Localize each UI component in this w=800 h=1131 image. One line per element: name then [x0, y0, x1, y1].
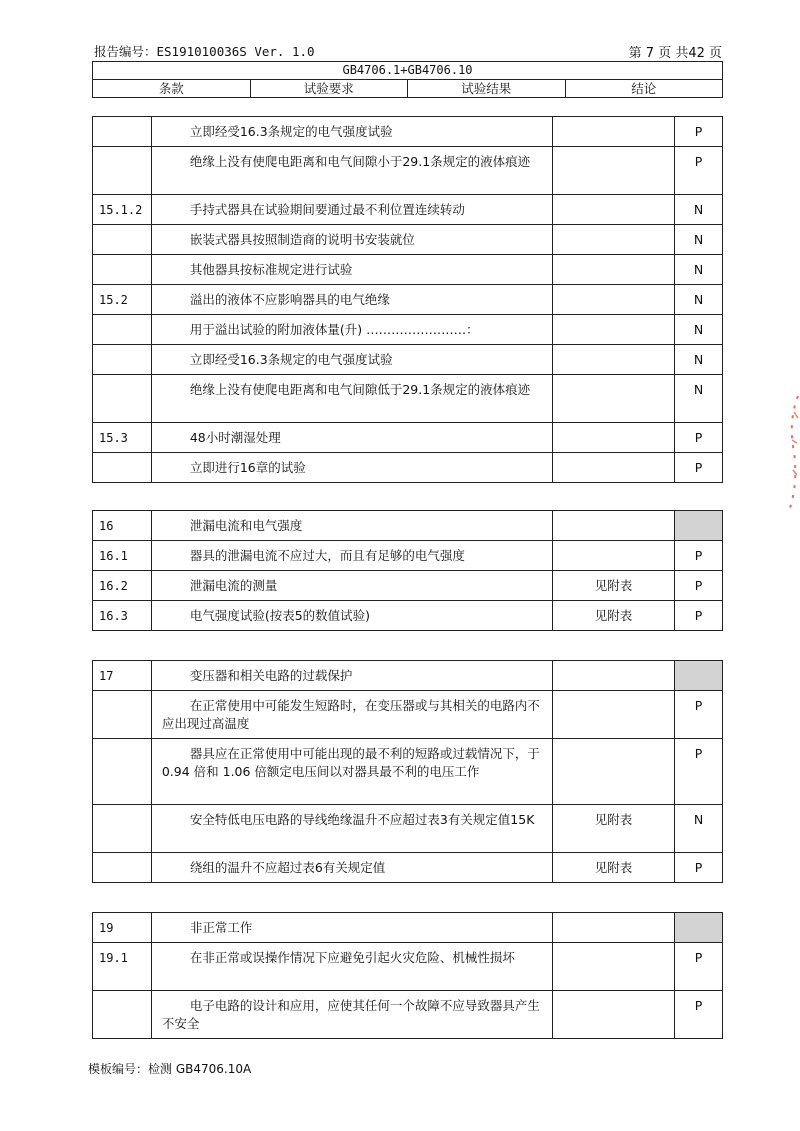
clause-cell [93, 453, 152, 483]
clause-cell: 16.3 [93, 601, 152, 631]
table-row [93, 913, 723, 943]
verdict-cell: P [675, 691, 723, 739]
verdict-cell: P [675, 571, 723, 601]
verdict-cell: N [675, 805, 723, 853]
requirement-cell: 在非正常或误操作情况下应避免引起火灾危险、机械性损坏 [151, 943, 552, 991]
template-number: 模板编号：检测 GB4706.10A [88, 1062, 252, 1076]
table-row [93, 805, 723, 853]
clause-cell [93, 739, 152, 805]
clause-cell [93, 853, 152, 883]
page-header [94, 42, 722, 60]
result-cell: 见附表 [552, 853, 674, 883]
requirement-cell: 绝缘上没有使爬电距离和电气间隙小于29.1条规定的液体痕迹 [151, 147, 552, 195]
result-cell [552, 423, 674, 453]
table-row [93, 453, 723, 483]
table-row [93, 511, 723, 541]
result-cell [552, 255, 674, 285]
verdict-cell [675, 511, 723, 541]
requirement-cell: 泄漏电流的测量 [151, 571, 552, 601]
result-cell [552, 913, 674, 943]
table-row [93, 147, 723, 195]
table-row [93, 195, 723, 225]
table-row [93, 285, 723, 315]
result-cell [552, 147, 674, 195]
result-cell [552, 285, 674, 315]
requirement-cell: 器具的泄漏电流不应过大，而且有足够的电气强度 [151, 541, 552, 571]
verdict-cell: N [675, 315, 723, 345]
result-cell [552, 991, 674, 1039]
result-cell [552, 691, 674, 739]
requirement-cell: 其他器具按标准规定进行试验 [151, 255, 552, 285]
clause-cell [93, 147, 152, 195]
table-row [93, 255, 723, 285]
verdict-cell [675, 913, 723, 943]
requirement-cell: 立即经受16.3条规定的电气强度试验 [151, 345, 552, 375]
clause-cell: 17 [93, 661, 152, 691]
requirement-cell: 立即进行16章的试验 [151, 453, 552, 483]
table-row [93, 571, 723, 601]
requirement-cell: 器具应在正常使用中可能出现的最不利的短路或过载情况下，于 0.94 倍和 1.06 倍额定电压间以对器具最不利的电压工作 [151, 739, 552, 805]
clause-cell [93, 991, 152, 1039]
standard-title: GB4706.1+GB4706.10 [93, 62, 723, 80]
requirement-cell: 手持式器具在试验期间要通过最不利位置连续转动 [151, 195, 552, 225]
result-cell [552, 661, 674, 691]
result-cell [552, 541, 674, 571]
verdict-cell: P [675, 117, 723, 147]
table-row [93, 691, 723, 739]
table-row [93, 661, 723, 691]
requirement-cell: 在正常使用中可能发生短路时，在变压器或与其相关的电路内不应出现过高温度 [151, 691, 552, 739]
requirement-cell: 溢出的液体不应影响器具的电气绝缘 [151, 285, 552, 315]
clause-cell [93, 375, 152, 423]
verdict-cell: P [675, 541, 723, 571]
clause-cell: 15.1.2 [93, 195, 152, 225]
table-row [93, 601, 723, 631]
verdict-cell: N [675, 285, 723, 315]
clause-cell [93, 255, 152, 285]
result-cell [552, 739, 674, 805]
result-cell [552, 511, 674, 541]
requirement-cell: 用于溢出试验的附加液体量(升) ……………………： [151, 315, 552, 345]
result-cell: 见附表 [552, 571, 674, 601]
clause-cell: 16 [93, 511, 152, 541]
clause-cell [93, 345, 152, 375]
section-title-cell: 变压器和相关电路的过载保护 [151, 661, 552, 691]
verdict-cell: P [675, 853, 723, 883]
verdict-cell: P [675, 943, 723, 991]
section-title-cell: 非正常工作 [151, 913, 552, 943]
result-cell: 见附表 [552, 601, 674, 631]
report-number: 报告编号：ES191010036S Ver. 1.0 [94, 44, 315, 59]
verdict-cell: N [675, 255, 723, 285]
seal-stamp-fragment [784, 392, 800, 510]
table-row [93, 943, 723, 991]
result-cell [552, 117, 674, 147]
table-row [93, 375, 723, 423]
col-clause-header: 条款 [93, 80, 251, 98]
column-header-table [92, 61, 723, 98]
result-cell [552, 195, 674, 225]
verdict-cell: N [675, 375, 723, 423]
result-cell [552, 943, 674, 991]
clause-cell: 15.3 [93, 423, 152, 453]
clause-cell: 19 [93, 913, 152, 943]
page-number: 第 7 页 共42 页 [628, 45, 722, 61]
verdict-cell: N [675, 345, 723, 375]
result-cell [552, 345, 674, 375]
clause-cell [93, 805, 152, 853]
clause-cell: 16.1 [93, 541, 152, 571]
verdict-cell: P [675, 739, 723, 805]
section-title-cell: 泄漏电流和电气强度 [151, 511, 552, 541]
result-cell: 见附表 [552, 805, 674, 853]
section-15-table [92, 116, 723, 483]
table-row [93, 541, 723, 571]
table-row [93, 739, 723, 805]
table-row [93, 991, 723, 1039]
clause-cell [93, 225, 152, 255]
clause-cell [93, 117, 152, 147]
result-cell [552, 375, 674, 423]
table-row [93, 853, 723, 883]
verdict-cell: N [675, 195, 723, 225]
section-17-table [92, 660, 723, 883]
verdict-cell: P [675, 991, 723, 1039]
col-verdict-header: 结论 [565, 80, 723, 98]
col-result-header: 试验结果 [408, 80, 566, 98]
table-row [93, 345, 723, 375]
requirement-cell: 电子电路的设计和应用，应使其任何一个故障不应导致器具产生不安全 [151, 991, 552, 1039]
col-requirement-header: 试验要求 [250, 80, 408, 98]
requirement-cell: 绕组的温升不应超过表6有关规定值 [151, 853, 552, 883]
table-row [93, 423, 723, 453]
clause-cell: 16.2 [93, 571, 152, 601]
requirement-cell: 立即经受16.3条规定的电气强度试验 [151, 117, 552, 147]
clause-cell [93, 691, 152, 739]
requirement-cell: 绝缘上没有使爬电距离和电气间隙低于29.1条规定的液体痕迹 [151, 375, 552, 423]
result-cell [552, 453, 674, 483]
table-row [93, 225, 723, 255]
verdict-cell: P [675, 423, 723, 453]
section-19-table [92, 912, 723, 1039]
verdict-cell: N [675, 225, 723, 255]
clause-cell [93, 315, 152, 345]
section-16-table [92, 510, 723, 631]
verdict-cell: P [675, 147, 723, 195]
verdict-cell: P [675, 453, 723, 483]
result-cell [552, 315, 674, 345]
requirement-cell: 电气强度试验(按表5的数值试验) [151, 601, 552, 631]
requirement-cell: 嵌装式器具按照制造商的说明书安装就位 [151, 225, 552, 255]
verdict-cell [675, 661, 723, 691]
verdict-cell: P [675, 601, 723, 631]
clause-cell: 19.1 [93, 943, 152, 991]
result-cell [552, 225, 674, 255]
requirement-cell: 48小时潮湿处理 [151, 423, 552, 453]
clause-cell: 15.2 [93, 285, 152, 315]
table-row [93, 315, 723, 345]
table-row [93, 117, 723, 147]
requirement-cell: 安全特低电压电路的导线绝缘温升不应超过表3有关规定值15K [151, 805, 552, 853]
